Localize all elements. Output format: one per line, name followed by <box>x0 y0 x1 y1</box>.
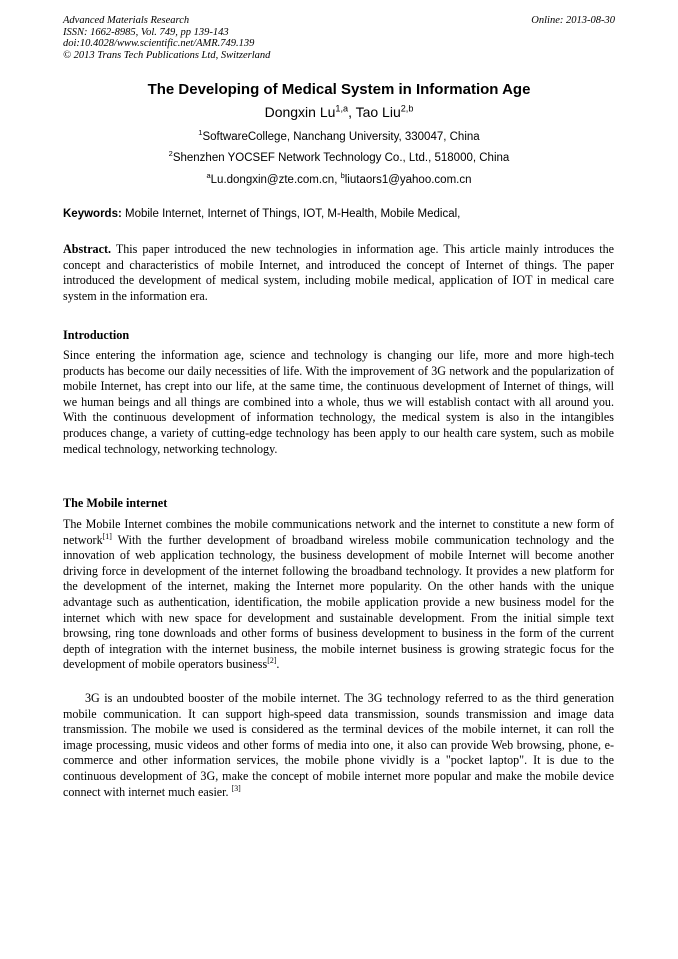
keywords <box>63 208 615 220</box>
issn-line: ISSN: 1662-8985, Vol. 749, pp 139-143 <box>63 26 229 38</box>
introduction-paragraph: Since entering the information age, science and technology is changing our life, more and more high-tech products has become our daily necessities of life. With the improvement of 3G network and the popularization of mobile Internet, has crept into our life, at the same time, the continuous development of Internet of things, will we human beings and all things are combined into a whole, thus we will establish contact with all around you. With the continuous development of information technology, the medical system is also in the intangibles produces change, a variety of cutting-edge technology has been apply to our health care system, such as mobile medical technology, networking technology. <box>63 348 614 456</box>
author-separator: , <box>348 104 356 120</box>
affiliation-2-mark: 2 <box>168 149 173 159</box>
email-a-mark: a <box>206 171 211 181</box>
author-1-name: Dongxin Lu <box>264 104 336 120</box>
online-date: Online: 2013-08-30 <box>531 15 615 26</box>
mobile-internet-paragraph-2 <box>63 691 614 800</box>
copyright-line: © 2013 Trans Tech Publications Ltd, Switzerland <box>63 49 271 61</box>
author-2-affil-mark: 2,b <box>400 103 414 114</box>
citation-1: [1] <box>102 531 112 541</box>
mobile-internet-heading: The Mobile internet <box>63 496 168 510</box>
author-1-affil-mark: 1,a <box>335 103 349 114</box>
paragraph-text: . <box>276 657 280 672</box>
journal-header <box>63 15 270 61</box>
email-a: Lu.dongxin@zte.com.cn, <box>210 174 341 186</box>
paragraph-text: With the further development of broadband wireless mobile communication technology and the innovation of web application technology, the business development of mobile Internet will become another driving force in development of the internet following the broadband technology. It provides a new platform for the development of the internet, making the Internet more popularity. On the other hands with the unique advantage such as authentication, identification, the mobile application provide a new business model for the internet which with new space for development and sustainable development. From the initial simple text browsing, ring tone downloads and other forms of business development to business in the form of the current depth of integration with the internet business, the mobile internet business is growing strategic focus for the development of mobile operators business <box>63 532 614 672</box>
paragraph-text: The Mobile Internet combines the mobile communications network and the internet to constitute a new form of network <box>63 517 614 547</box>
email-b: liutaors1@yahoo.com.cn <box>344 174 472 186</box>
doi-line: doi:10.4028/www.scientific.net/AMR.749.139 <box>63 38 255 49</box>
author-line <box>0 104 678 120</box>
author-2-name: Tao Liu <box>355 104 401 120</box>
affiliation-2 <box>0 149 678 164</box>
affiliation-1-text: SoftwareCollege, Nanchang University, 330047, China <box>202 131 480 143</box>
affiliation-1-mark: 1 <box>198 128 203 138</box>
journal-name: Advanced Materials Research <box>63 15 190 26</box>
introduction-heading: Introduction <box>63 328 130 342</box>
affiliation-1 <box>0 128 678 143</box>
citation-3: [3] <box>231 783 241 793</box>
abstract <box>63 242 614 304</box>
citation-2: [2] <box>267 656 277 666</box>
keywords-text: Mobile Internet, Internet of Things, IOT, M-Health, Mobile Medical, <box>121 208 461 220</box>
abstract-label: Abstract. <box>63 242 112 256</box>
paragraph-text: 3G is an undoubted booster of the mobile internet. The 3G technology referred to as the third generation mobile communication. It can support high-speed data transmission, sounds transmission and image data transmission. The mobile we used is considered as the terminal devices of the mobile internet, it can roll the image processing, music videos and other forms of media into one, it also can provide Web browsing, phone, e-commerce and other information services, the mobile phone vividly is a "pocket laptop". It is due to the continuous development of 3G, make the concept of mobile internet more popular and make the mobile device connect with internet much easier. <box>63 691 614 799</box>
paper-title: The Developing of Medical System in Information Age <box>147 81 531 98</box>
email-b-mark: b <box>340 171 345 181</box>
abstract-text: This paper introduced the new technologies in information age. This article mainly introduces the concept and characteristics of mobile Internet, and introduced the concept of Internet of things. The paper introduced the development of medical system, including mobile medical, application of IOT in medical care system in the information era. <box>63 242 614 303</box>
mobile-internet-paragraph-1 <box>63 517 614 673</box>
affiliation-2-text: Shenzhen YOCSEF Network Technology Co., Ltd., 518000, China <box>172 152 510 164</box>
keywords-label: Keywords: <box>63 208 122 220</box>
email-line <box>0 171 678 186</box>
